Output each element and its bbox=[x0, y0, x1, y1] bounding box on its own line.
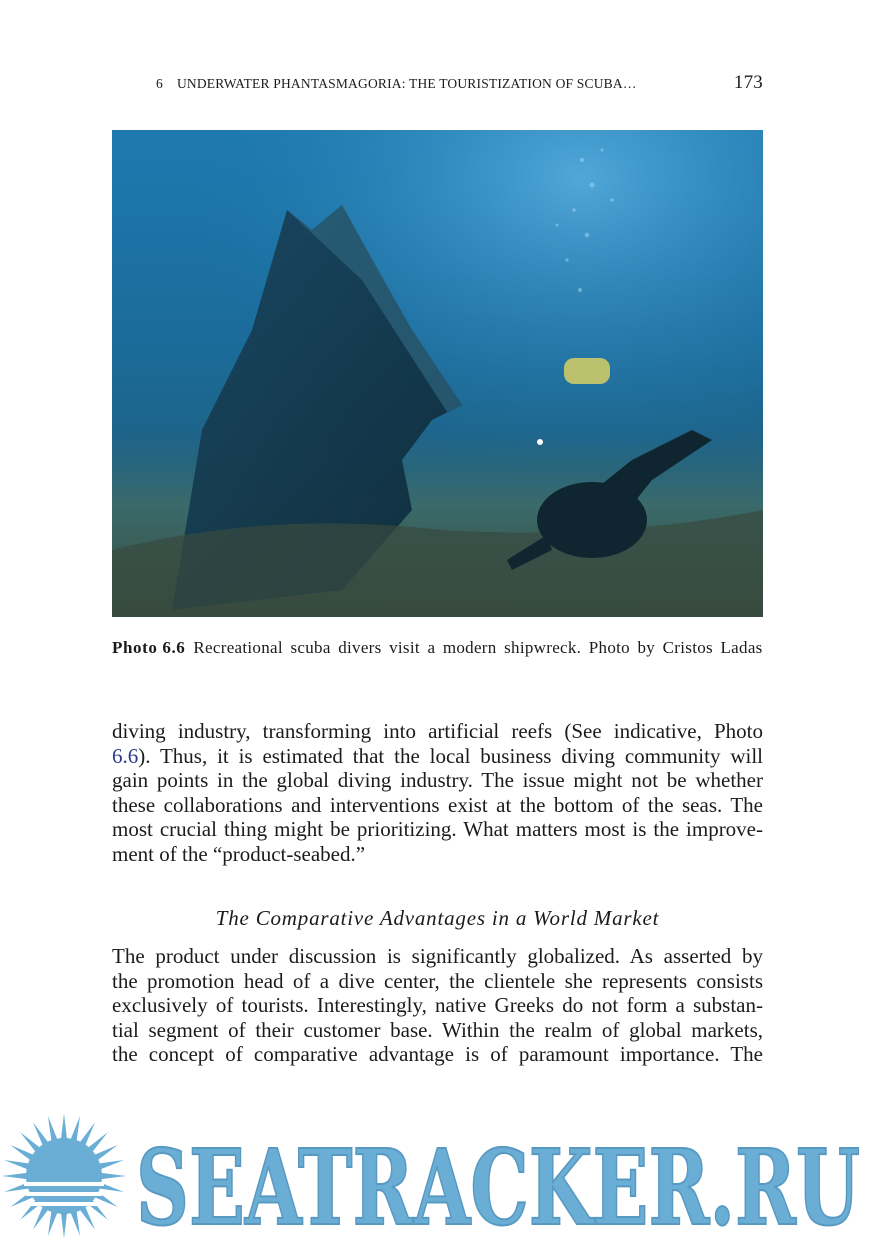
paragraph-1 bbox=[112, 719, 763, 867]
paragraph-line: these collaborations and interventions exist at the bottom of the seas. The bbox=[112, 792, 763, 817]
paragraph-line: diving industry, transforming into artificial reefs (See indicative, Photo bbox=[112, 719, 763, 743]
sun-ray bbox=[70, 1116, 80, 1142]
paragraph-line bbox=[112, 744, 763, 769]
photo-reference-link[interactable]: 6.6 bbox=[112, 743, 139, 768]
sun-ray bbox=[70, 1210, 80, 1236]
caption-text: Recreational scuba divers visit a modern shipwreck. Photo by Cristos Ladas bbox=[193, 638, 763, 657]
chapter-number: 6 bbox=[156, 76, 163, 91]
paragraph-line: tial segment of their customer base. Within the realm of global markets, bbox=[112, 1017, 763, 1042]
sun-ray bbox=[48, 1116, 58, 1142]
chapter-title: UNDERWATER PHANTASMAGORIA: THE TOURISTIZATION OF SCUBA… bbox=[176, 76, 637, 91]
section-heading: The Comparative Advantages in a World Market bbox=[215, 906, 660, 930]
paragraph-line: The product under discussion is significantly globalized. As asserted by bbox=[112, 944, 763, 968]
sun-ray bbox=[100, 1173, 126, 1179]
paragraph-line: gain points in the global diving industry. The issue might not be whether bbox=[112, 768, 763, 793]
figure-caption bbox=[112, 636, 763, 659]
sun-logo-icon bbox=[2, 1114, 126, 1238]
sun-ray bbox=[48, 1210, 58, 1236]
running-head bbox=[156, 72, 763, 98]
sun-ray bbox=[2, 1173, 28, 1179]
paragraph-line: ment of the “product-seabed.” bbox=[112, 841, 366, 866]
sun-ray bbox=[61, 1212, 67, 1238]
seatracker-watermark bbox=[0, 1112, 875, 1241]
paragraph-2 bbox=[112, 944, 763, 1067]
paragraph-line: the concept of comparative advantage is of paramount importance. The bbox=[112, 1042, 763, 1067]
paragraph-text: ). Thus, it is estimated that the local business diving community will bbox=[138, 743, 763, 768]
caption-label: Photo 6.6 bbox=[112, 638, 186, 657]
watermark-text: SEATRACKER.RU bbox=[136, 1126, 860, 1241]
sun-ray bbox=[98, 1160, 124, 1170]
shipwreck-photo bbox=[112, 130, 763, 617]
sun-ray bbox=[61, 1114, 67, 1140]
paragraph-line: most crucial thing might be prioritizing. What matters most is the improve- bbox=[112, 817, 763, 842]
paragraph-line: the promotion head of a dive center, the clientele she represents consists bbox=[112, 968, 763, 993]
paragraph-line: exclusively of tourists. Interestingly, native Greeks do not form a substan- bbox=[112, 993, 763, 1018]
page-number: 173 bbox=[733, 72, 763, 93]
sun-ray bbox=[4, 1160, 30, 1170]
